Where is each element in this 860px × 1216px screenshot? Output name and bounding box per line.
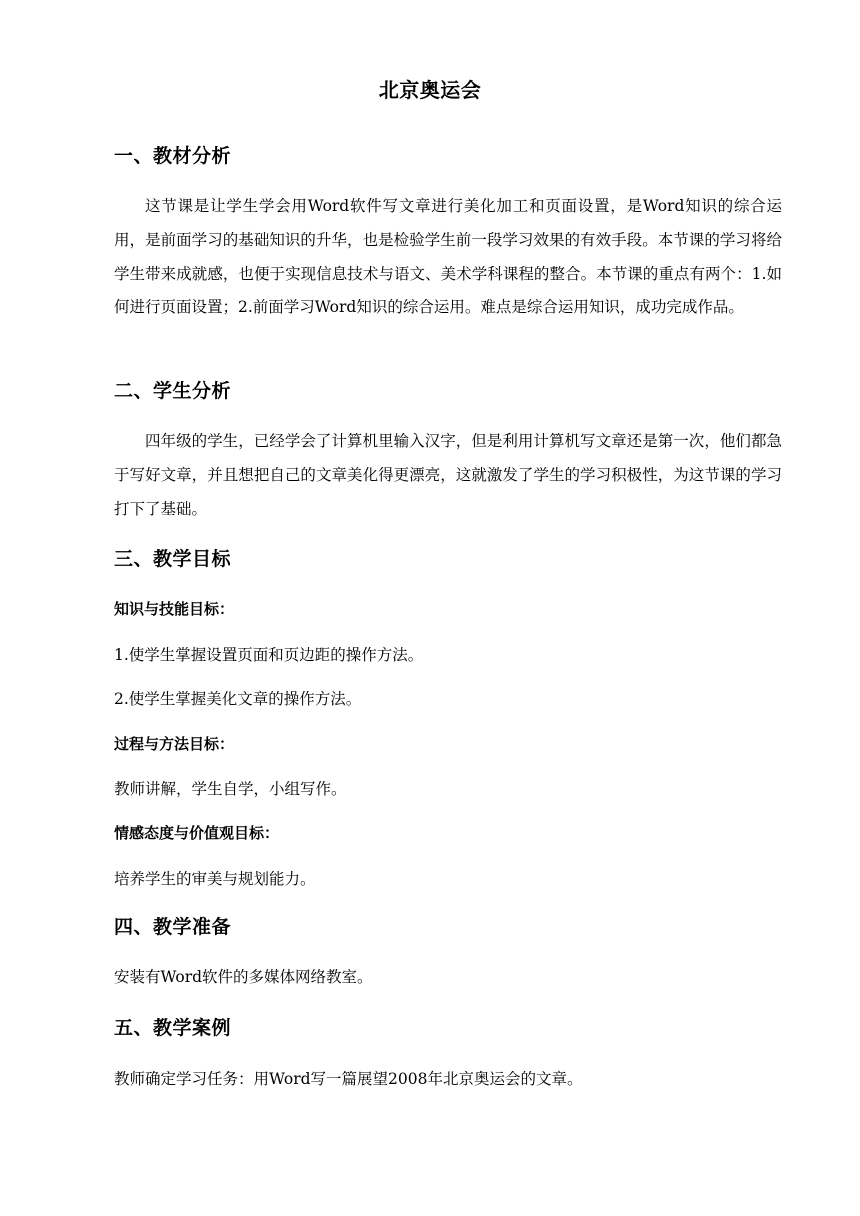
section-heading-teaching-preparation: 四、教学准备	[114, 916, 232, 938]
subheading-emotion-values: 情感态度与价值观目标：	[114, 824, 280, 842]
section-paragraph-student-analysis: 四年级的学生，已经学会了计算机里输入汉字，但是利用计算机写文章还是第一次，他们都急于写好文章，并且想把自己的文章美化得更漂亮，这就激发了学生的学习积极性，为这节课的学习打下了基础。	[114, 432, 782, 518]
section-heading-teaching-case: 五、教学案例	[114, 1017, 232, 1039]
document-title: 北京奥运会	[378, 78, 482, 102]
section-heading-materials-analysis: 一、教材分析	[114, 145, 232, 167]
teaching-case-text: 教师确定学习任务：用Word写一篇展望2008年北京奥运会的文章。	[114, 1070, 583, 1088]
teaching-preparation-text: 安装有Word软件的多媒体网络教室。	[114, 968, 373, 986]
objective-item-1: 1.使学生掌握设置页面和页边距的操作方法。	[114, 646, 424, 664]
emotion-values-text: 培养学生的审美与规划能力。	[114, 870, 316, 888]
section-paragraph-materials-analysis: 这节课是让学生学会用Word软件写文章进行美化加工和页面设置，是Word知识的综合运用，是前面学习的基础知识的升华，也是检验学生前一段学习效果的有效手段。本节课的学习将给学生带来成就感，也便于实现信息技术与语文、美术学科课程的整合。本节课的重点有两个：1.如何进行页面设置；2.前面学习Word知识的综合运用。难点是综合运用知识，成功完成作品。	[114, 197, 782, 317]
subheading-knowledge-skills: 知识与技能目标：	[114, 600, 235, 618]
process-methods-text: 教师讲解，学生自学，小组写作。	[114, 780, 347, 798]
objective-item-2: 2.使学生掌握美化文章的操作方法。	[114, 690, 362, 708]
section-heading-student-analysis: 二、学生分析	[114, 380, 232, 402]
section-heading-teaching-objectives: 三、教学目标	[114, 548, 232, 570]
subheading-process-methods: 过程与方法目标：	[114, 735, 235, 753]
